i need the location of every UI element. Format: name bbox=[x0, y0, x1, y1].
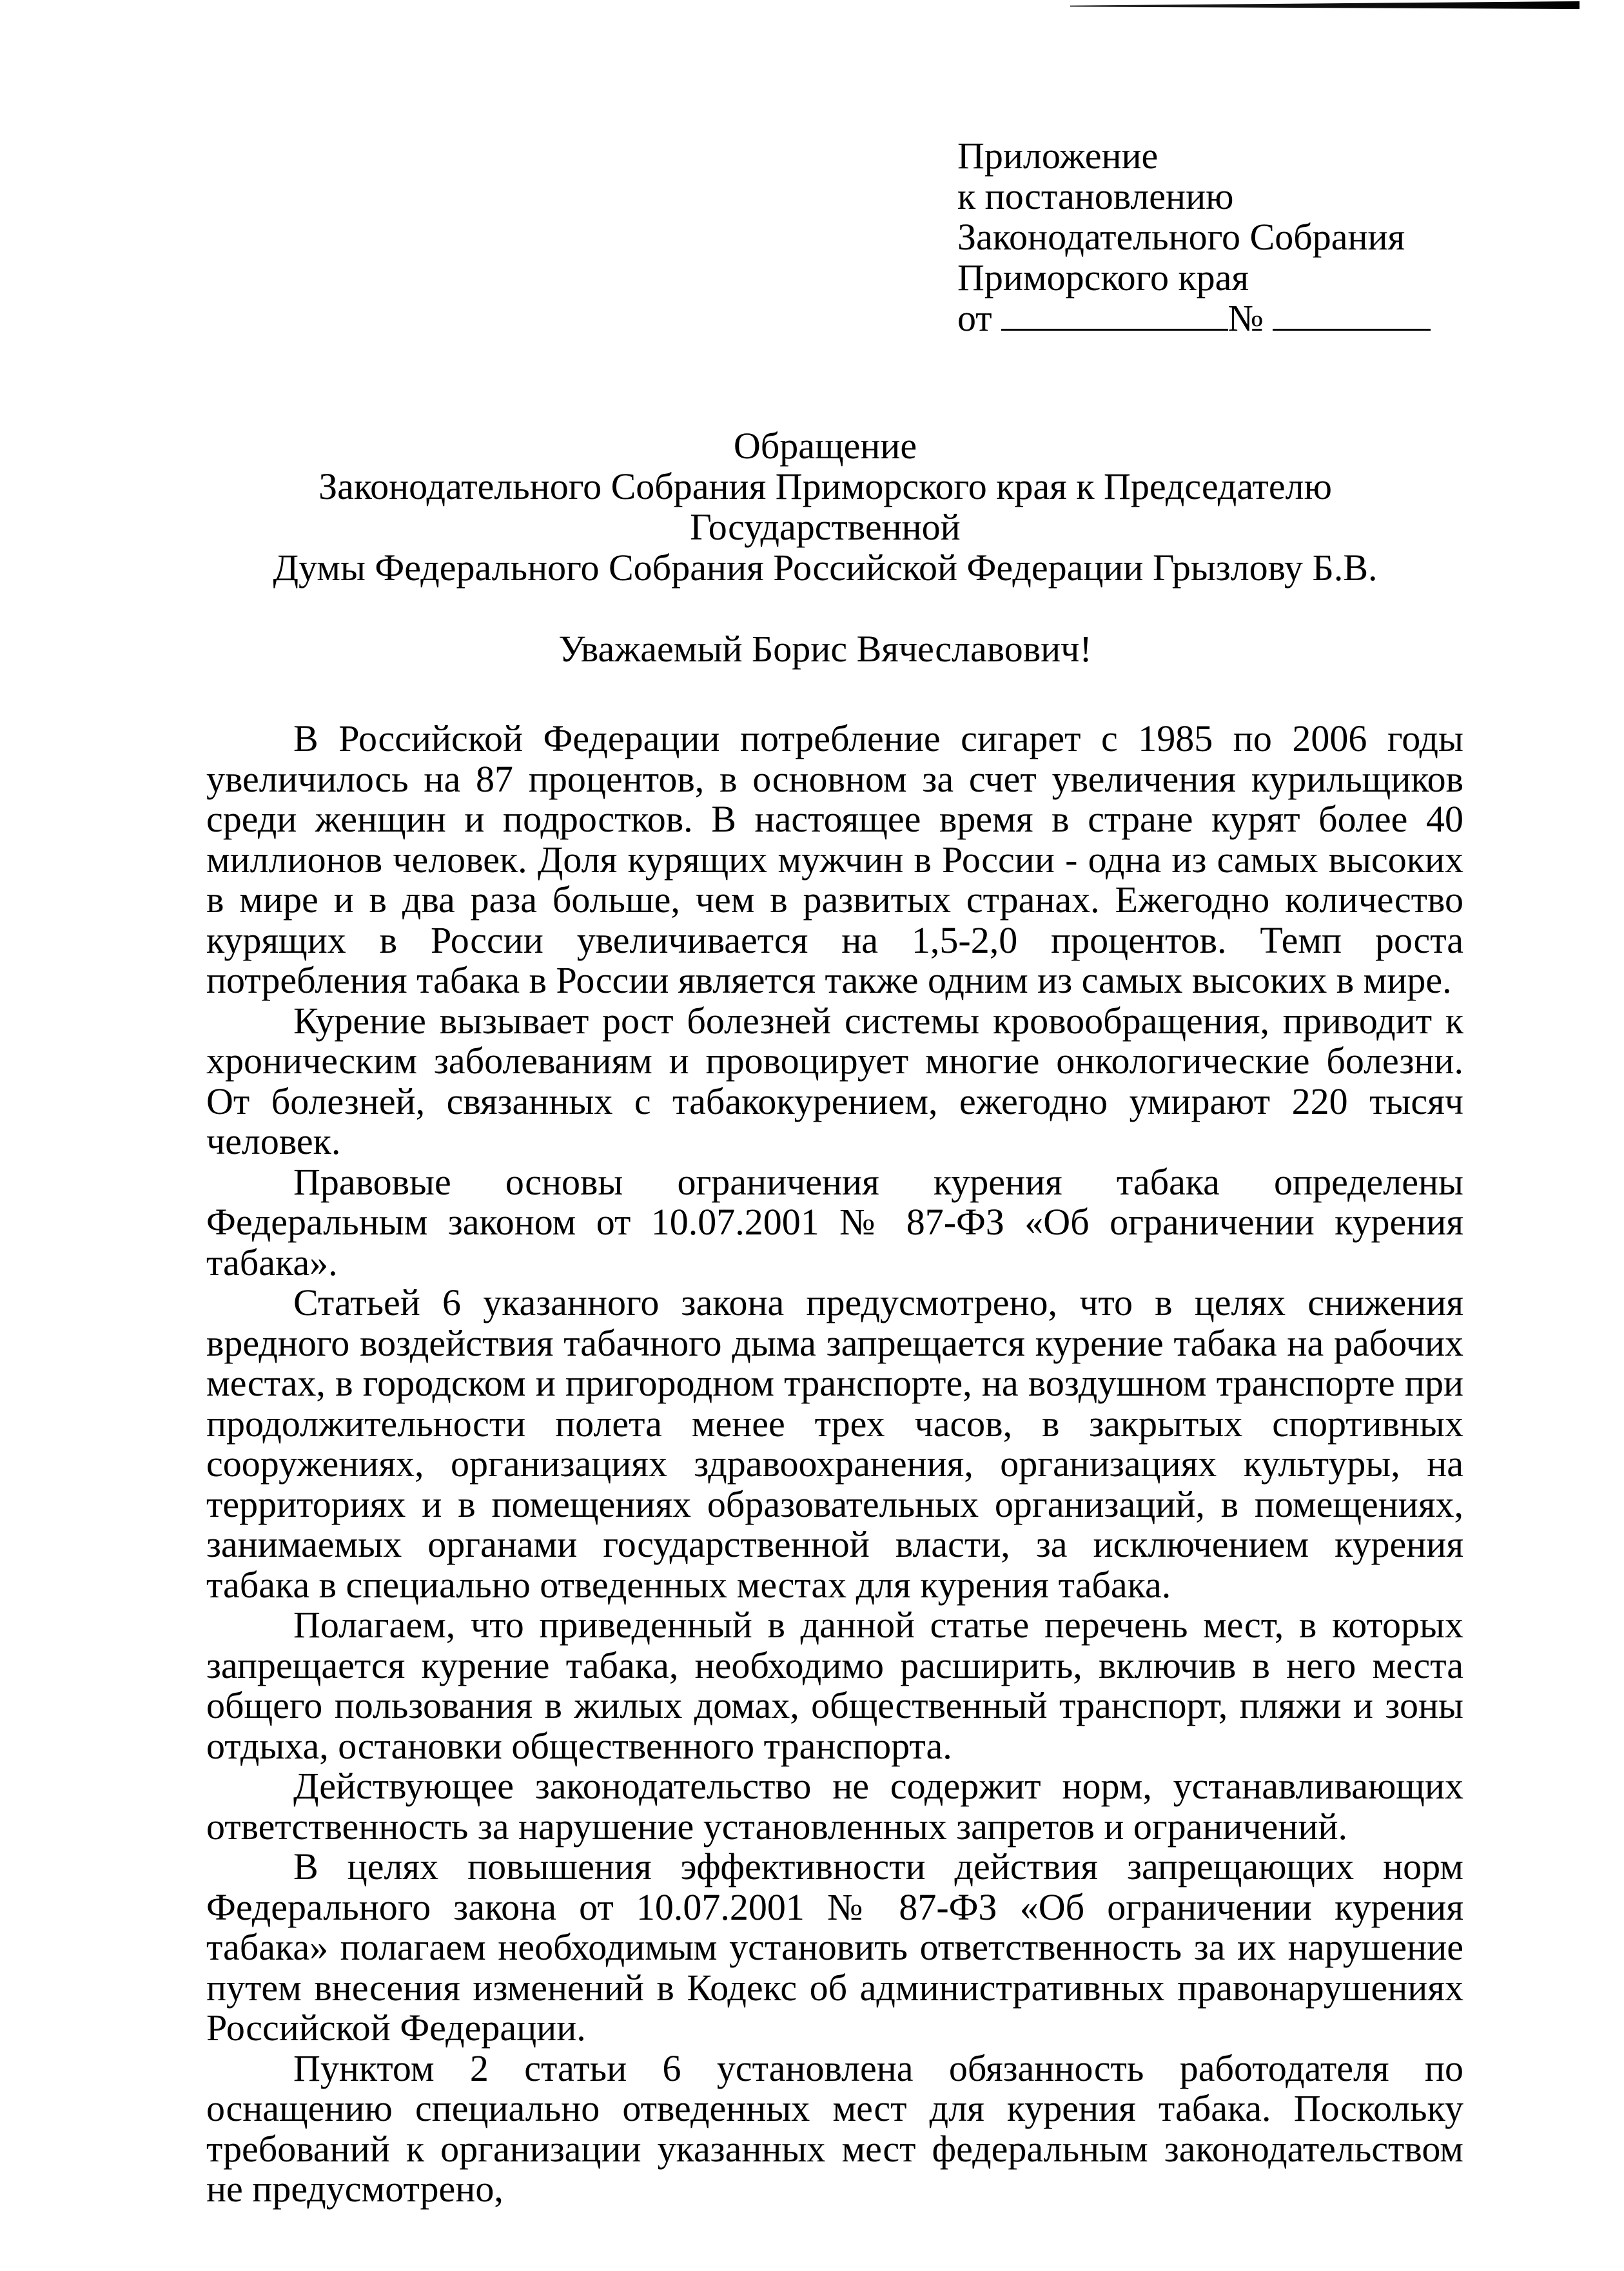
annex-date-number-line bbox=[957, 298, 1431, 338]
number-label: № bbox=[1228, 297, 1264, 339]
paragraph: Действующее законодательство не содержит норм, устанавливающих ответственность за нарушение установленных запретов и ограничений. bbox=[206, 1765, 1463, 1847]
annex-line-4: Приморского края bbox=[957, 257, 1249, 298]
document-title bbox=[193, 425, 1457, 588]
paragraph: Правовые основы ограничения курения табака определены Федеральным законом от 10.07.2001 № 87-ФЗ «Об ограничении курения табака». bbox=[206, 1160, 1463, 1283]
title-heading: Обращение bbox=[733, 425, 917, 467]
paragraph: Статьей 6 указанного закона предусмотрено, что в целях снижения вредного воздействия табачного дыма запрещается курение табака на рабочих местах, в городском и пригородном транспорте, на воздушном транспорте при продолжительности полета менее трех часов, в закрытых спортивных сооружениях, организациях здравоохранения, организациях культуры, на территориях и в помещениях образовательных организаций, в помещениях, занимаемых органами государственной власти, за исключением курения табака в специально отведенных местах для курения табака. bbox=[206, 1282, 1463, 1606]
title-line-2: Думы Федерального Собрания Российской Федерации Грызлову Б.В. bbox=[273, 547, 1378, 589]
annex-line-2: к постановлению bbox=[957, 175, 1234, 217]
date-label: от bbox=[957, 297, 992, 339]
scan-artifact-stroke bbox=[1070, 1, 1580, 9]
number-blank-field bbox=[1273, 303, 1431, 331]
title-line-1: Законодательного Собрания Приморского края к Председателю Государственной bbox=[318, 465, 1332, 548]
salutation: Уважаемый Борис Вячеславович! bbox=[558, 628, 1092, 670]
date-blank-field bbox=[1001, 303, 1228, 331]
paragraph: Курение вызывает рост болезней системы кровообращения, приводит к хроническим заболеваниям и провоцирует многие онкологические болезни. От болезней, связанных с табакокурением, ежегодно умирают 220 тысяч человек. bbox=[206, 999, 1463, 1162]
paragraph: В целях повышения эффективности действия запрещающих норм Федерального закона от 10.07.2001 № 87-ФЗ «Об ограничении курения табака» полагаем необходимым установить ответственность за их нарушение путем внесения изменений в Кодекс об административных правонарушениях Российской Федерации. bbox=[206, 1846, 1463, 2049]
paragraph: В Российской Федерации потребление сигарет с 1985 по 2006 годы увеличилось на 87 процентов, в основном за счет увеличения курильщиков среди женщин и подростков. В настоящее время в стране курят более 40 миллионов человек. Доля курящих мужчин в России - одна из самых высоких в мире и в два раза больше, чем в развитых странах. Ежегодно количество курящих в России увеличивается на 1,5-2,0 процентов. Темп роста потребления табака в России является также одним из самых высоких в мире. bbox=[206, 717, 1463, 1001]
annex-line-1: Приложение bbox=[957, 135, 1159, 177]
annex-header bbox=[957, 135, 1431, 338]
paragraph: Пунктом 2 статьи 6 установлена обязанность работодателя по оснащению специально отведенных мест для курения табака. Поскольку требований к организации указанных мест федеральным законодательством не предусмотрено, bbox=[206, 2047, 1463, 2210]
letter-body bbox=[206, 719, 1463, 2210]
paragraph: Полагаем, что приведенный в данной статье перечень мест, в которых запрещается курение табака, необходимо расширить, включив в него места общего пользования в жилых домах, общественный транспорт, пляжи и зоны отдыха, остановки общественного транспорта. bbox=[206, 1604, 1463, 1767]
annex-line-3: Законодательного Собрания bbox=[957, 216, 1405, 258]
